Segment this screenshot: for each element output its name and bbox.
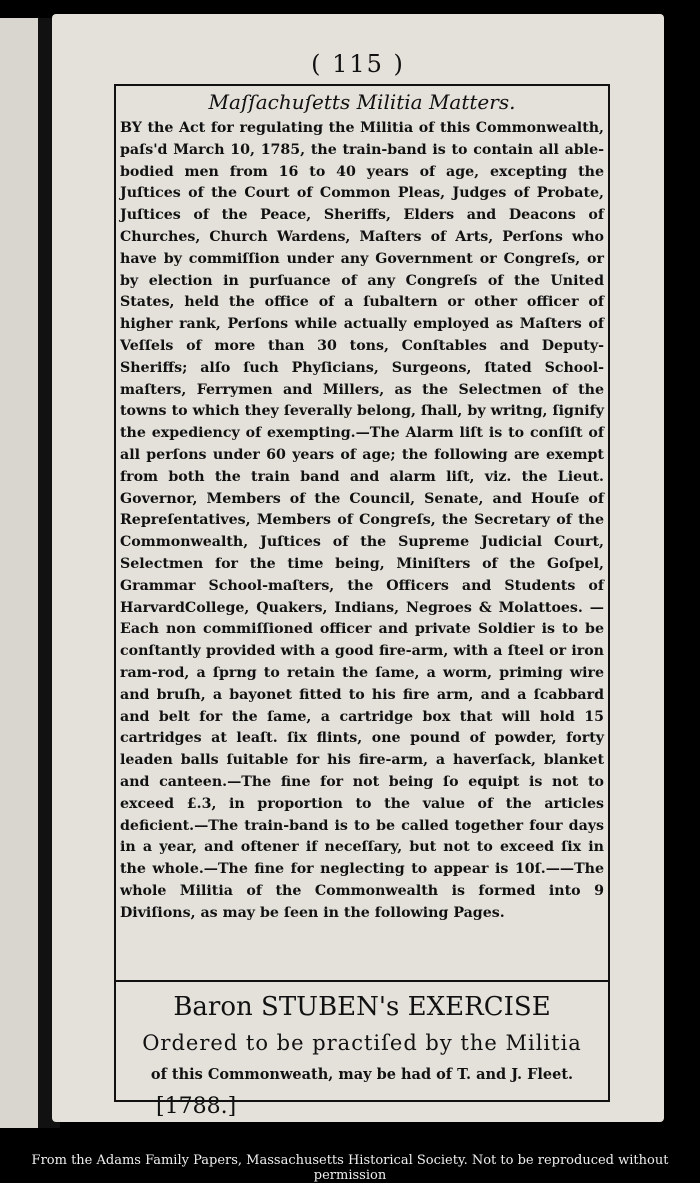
article-frame: [114, 84, 610, 1102]
facing-page-edge: [0, 18, 38, 1128]
advertisement-source: of this Commonweath, may be had of T. and J. Fleet.: [150, 1066, 574, 1083]
section-divider: [116, 980, 608, 982]
page-number: ( 115 ): [311, 50, 405, 78]
almanac-page: [52, 14, 664, 1122]
advertisement-title: Baron STUBEN's EXERCISE: [173, 992, 551, 1022]
article-body: BY the Act for regulating the Militia of this Commonwealth, paſs'd March 10, 1785, the train-band is to contain all able-bodied men from 16 to 40 years of age, excepting the Juſtices of the Court of Common Pleas, Judges of Probate, Juſtices of the Peace, Sheriffs, Elders and Deacons of Churches, Church Wardens, Maſters of Arts, Perſons who have by commiſſion under any Government or Congreſs, or by election in purſuance of any Congreſs of the United States, held the office of a ſubaltern or other officer of higher rank, Perſons while actually employed as Maſters of Veſſels of more than 30 tons, Conſtables and Deputy-Sheriffs; alſo ſuch Phyſicians, Surgeons, ſtated School-maſters, Ferrymen and Millers, as the Selectmen of the towns to which they ſeverally belong, ſhall, by writng, ſignify the expediency of exempting.—The Alarm liſt is to conſiſt of all perſons under 60 years of age; the following are exempt from both the train band and alarm liſt, viz. the Lieut. Governor, Members of the Council, Senate, and Houſe of Repreſentatives, Members of Congreſs, the Secretary of the Commonwealth, Juſtices of the Supreme Judicial Court, Selectmen for the time being, Miniſters of the Goſpel, Grammar School-maſters, the Officers and Students of HarvardCollege, Quakers, Indians, Negroes & Molattoes. —Each non commiſſioned officer and private Soldier is to be conſtantly provided with a good fire-arm, with a ſteel or iron ram-rod, a ſprng to retain the ſame, a worm, priming wire and bruſh, a bayonet fitted to his fire arm, and a ſcabbard and belt for the ſame, a cartridge box that will hold 15 cartridges at leaſt. ſix flints, one pound of powder, forty leaden balls ſuitable for his fire-arm, a haverſack, blanket and canteen.—The fine for not being ſo equipt is not to exceed £.3, in proportion to the value of the articles deficient.—The train-band is to be called together four days in a year, and oftener if neceſſary, but not to exceed ſix in the whole.—The fine for neglecting to appear is 10ſ.——The whole Militia of the Commonwealth is formed into 9 Diviſions, as may be ſeen in the following Pages.: [120, 120, 604, 921]
advertisement-line: Ordered to be practiſed by the Militia: [142, 1031, 582, 1055]
year-stamp: [1788.]: [156, 1094, 237, 1119]
article-title: Maſſachuſetts Militia Matters.: [208, 90, 516, 114]
archive-credit: From the Adams Family Papers, Massachusetts Historical Society. Not to be reproduced without permission: [31, 1153, 669, 1183]
